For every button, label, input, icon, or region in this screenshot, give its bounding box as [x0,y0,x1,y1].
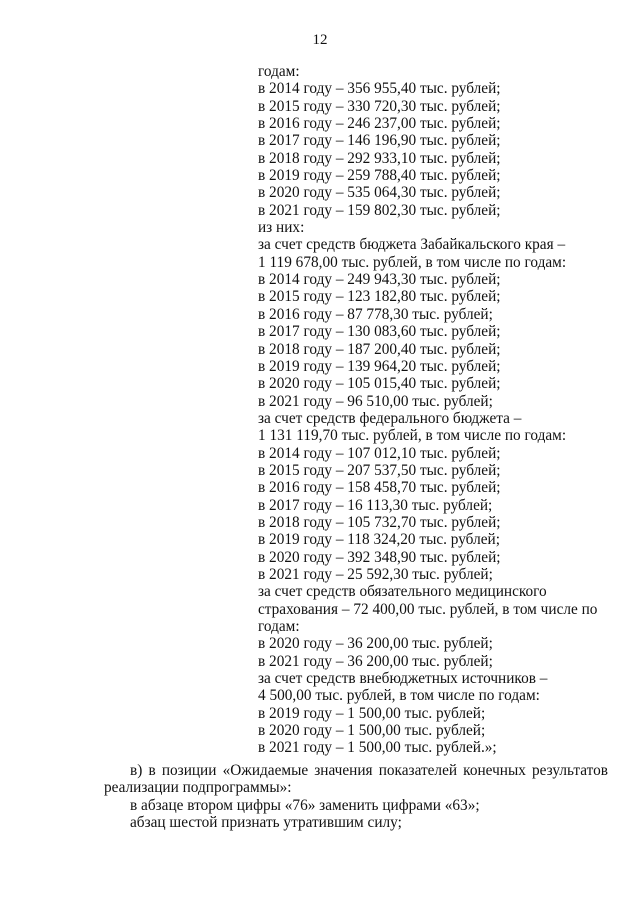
text-line: в 2020 году – 105 015,40 тыс. рублей; [258,375,501,393]
text-line: за счет средств федерального бюджета – [258,409,522,427]
text-line: в 2019 году – 259 788,40 тыс. рублей; [258,167,501,185]
text-line: в 2018 году – 105 732,70 тыс. рублей; [258,513,501,531]
text-line: в 2019 году – 118 324,20 тыс. рублей; [258,531,500,549]
text-line: в 2018 году – 292 933,10 тыс. рублей; [258,149,501,167]
text-line: в 2016 году – 87 778,30 тыс. рублей; [258,305,493,323]
text-line: 4 500,00 тыс. рублей, в том числе по годам: [258,687,540,705]
text-line: в 2020 году – 36 200,00 тыс. рублей; [258,635,493,653]
text-line: в 2014 году – 249 943,30 тыс. рублей; [258,271,501,289]
text-line: в 2021 году – 1 500,00 тыс. рублей.»; [258,739,497,757]
text-line: в 2015 году – 123 182,80 тыс. рублей; [258,288,501,306]
text-line: в 2021 году – 159 802,30 тыс. рублей; [258,201,501,219]
text-line: в 2014 году – 107 012,10 тыс. рублей; [258,444,501,462]
text-line: в 2016 году – 158 458,70 тыс. рублей; [258,479,501,497]
text-line: в 2015 году – 330 720,30 тыс. рублей; [258,97,501,115]
text-line: за счет средств обязательного медицинского [258,583,547,601]
paragraph-b-item: в абзаце втором цифры «76» заменить цифрами «63»; [130,796,480,814]
page-number: 12 [312,32,328,48]
paragraph-b-heading: в) в позиции «Ожидаемые значения показателей конечных результатов [130,762,608,779]
text-line: годам: [258,63,300,80]
text-line: за счет средств внебюджетных источников – [258,670,548,688]
text-line: в 2019 году – 139 964,20 тыс. рублей; [258,357,501,375]
paragraph-b-item: абзац шестой признать утратившим силу; [130,814,402,832]
text-line: в 2020 году – 535 064,30 тыс. рублей; [258,184,501,202]
text-line: в 2017 году – 146 196,90 тыс. рублей; [258,132,501,150]
text-line: в 2015 году – 207 537,50 тыс. рублей; [258,461,501,479]
paragraph-b-heading-cont: реализации подпрограммы»: [104,779,292,797]
text-line: в 2019 году – 1 500,00 тыс. рублей; [258,704,486,722]
text-line: в 2017 году – 130 083,60 тыс. рублей; [258,323,501,341]
text-line: в 2020 году – 1 500,00 тыс. рублей; [258,722,486,740]
text-line: в 2021 году – 96 510,00 тыс. рублей; [258,392,493,410]
paragraph-b [104,762,608,831]
text-line: страхования – 72 400,00 тыс. рублей, в том числе по [258,600,598,618]
text-line: в 2021 году – 25 592,30 тыс. рублей; [258,565,493,583]
text-line: годам: [258,618,300,635]
text-line: в 2021 году – 36 200,00 тыс. рублей; [258,652,493,670]
text-line: 1 119 678,00 тыс. рублей, в том числе по годам: [258,253,567,271]
text-line: в 2017 году – 16 113,30 тыс. рублей; [258,496,493,514]
text-line: в 2014 году – 356 955,40 тыс. рублей; [258,80,501,98]
text-line: из них: [258,219,305,237]
financing-column [258,63,598,757]
text-line: в 2016 году – 246 237,00 тыс. рублей; [258,115,501,133]
text-line: 1 131 119,70 тыс. рублей, в том числе по годам: [258,427,567,445]
text-line: за счет средств бюджета Забайкальского края – [258,236,566,254]
text-line: в 2020 году – 392 348,90 тыс. рублей; [258,548,501,566]
text-line: в 2018 году – 187 200,40 тыс. рублей; [258,340,501,358]
